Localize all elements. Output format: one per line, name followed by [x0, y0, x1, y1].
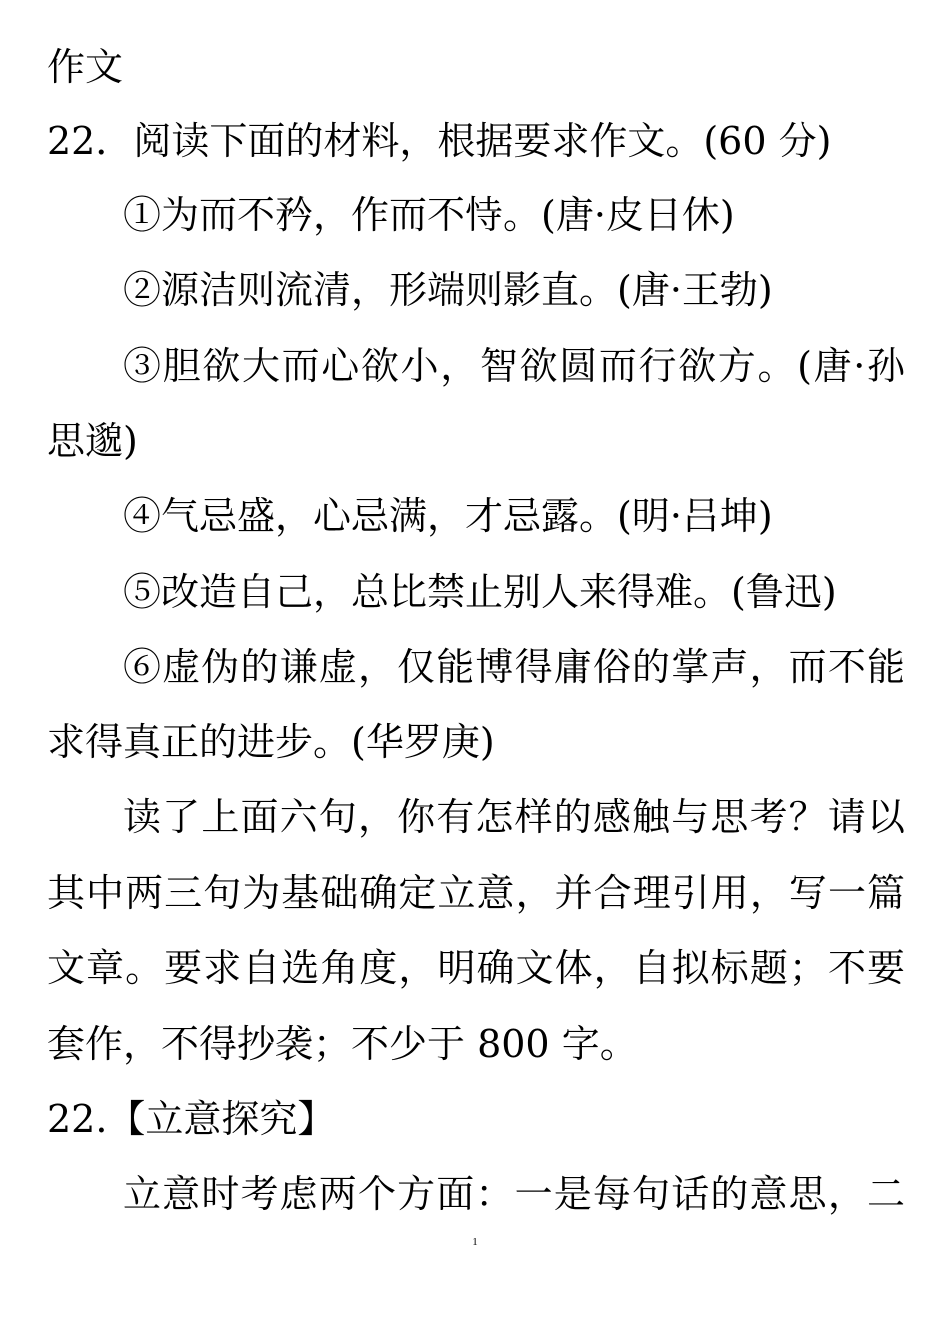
analysis-title: 22.【立意探究】 — [47, 1097, 336, 1141]
essay-heading: 作文 — [47, 45, 124, 89]
requirement-line-2: 其中两三句为基础确定立意，并合理引用，写一篇 — [47, 871, 905, 915]
requirement-line-4: 套作，不得抄袭；不少于 800 字。 — [47, 1022, 638, 1066]
requirement-line-1: 读了上面六句，你有怎样的感触与思考？请以 — [123, 795, 905, 839]
quote-4: ④气忌盛，心忌满，才忌露。(明·吕坤) — [123, 494, 773, 538]
quote-5: ⑤改造自己，总比禁止别人来得难。(鲁迅) — [123, 570, 837, 614]
question-intro: 22．阅读下面的材料，根据要求作文。(60 分) — [47, 119, 832, 163]
page-number: 1 — [472, 1236, 478, 1248]
quote-1: ①为而不矜，作而不恃。(唐·皮日休) — [123, 193, 735, 237]
analysis-text: 立意时考虑两个方面：一是每句话的意思，二 — [123, 1172, 905, 1216]
quote-3-continued: 思邈) — [47, 419, 138, 463]
quote-3: ③胆欲大而心欲小，智欲圆而行欲方。(唐·孙 — [123, 344, 905, 388]
quote-6-continued: 求得真正的进步。(华罗庚) — [47, 720, 495, 764]
requirement-line-3: 文章。要求自选角度，明确文体，自拟标题；不要 — [47, 946, 905, 990]
quote-6: ⑥虚伪的谦虚，仅能博得庸俗的掌声，而不能 — [123, 645, 905, 689]
quote-2: ②源洁则流清，形端则影直。(唐·王勃) — [123, 268, 773, 312]
